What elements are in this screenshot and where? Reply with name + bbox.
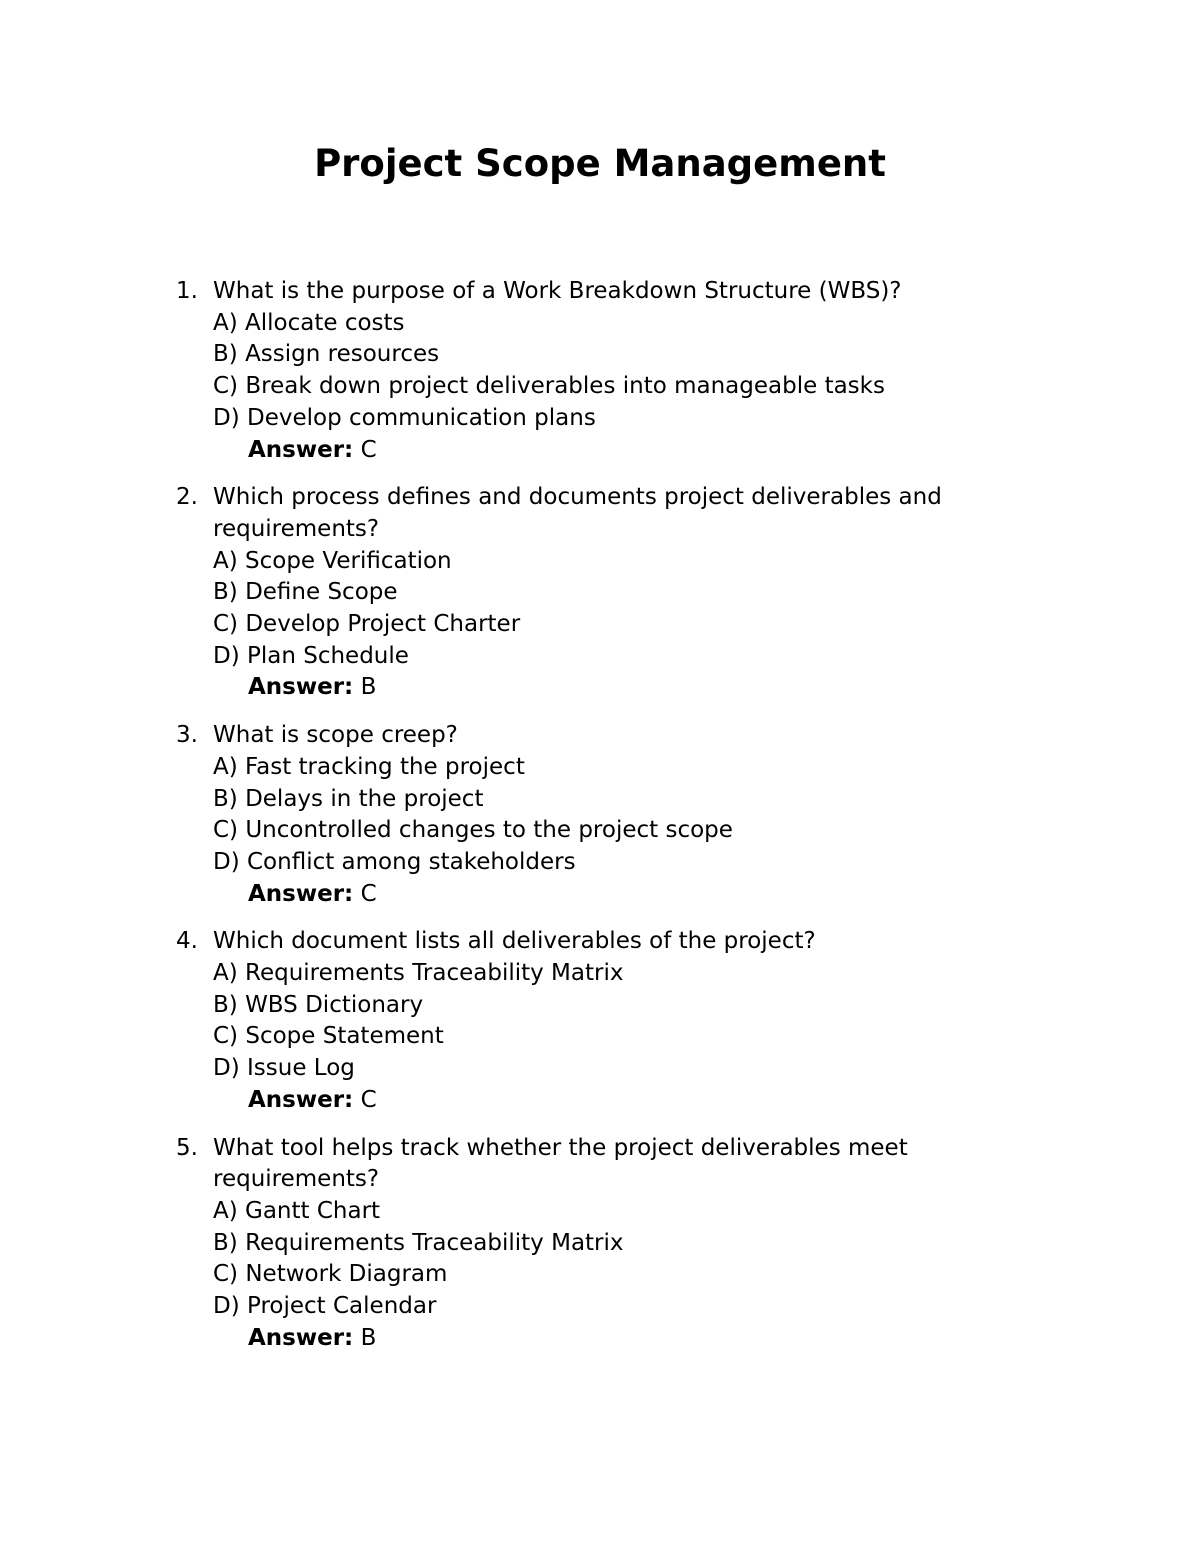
question-item bbox=[176, 482, 976, 704]
option-b: B) WBS Dictionary bbox=[213, 991, 424, 1018]
option-b: B) Define Scope bbox=[213, 579, 398, 606]
question-number: 4. bbox=[176, 928, 198, 955]
question-text: Which process defines and documents project deliverables and requirements? bbox=[213, 484, 942, 542]
question-list bbox=[176, 276, 976, 1371]
answer-label: Answer: bbox=[248, 880, 354, 907]
question-number: 1. bbox=[176, 278, 198, 304]
answer-label: Answer: bbox=[248, 436, 354, 463]
question-item bbox=[176, 1133, 976, 1355]
page-title: Project Scope Management bbox=[314, 142, 886, 185]
answer-line bbox=[213, 435, 976, 467]
answer-label: Answer: bbox=[248, 1086, 354, 1113]
option-d: D) Project Calendar bbox=[213, 1293, 437, 1320]
option-c: C) Network Diagram bbox=[213, 1261, 448, 1288]
answer-value: B bbox=[360, 674, 377, 701]
answer-value: C bbox=[360, 436, 377, 463]
option-b: B) Delays in the project bbox=[213, 785, 484, 812]
answer-value: C bbox=[360, 1086, 377, 1113]
question-text: What tool helps track whether the project deliverables meet requirements? bbox=[213, 1134, 908, 1193]
option-a: A) Fast tracking the project bbox=[213, 753, 525, 780]
option-d: D) Issue Log bbox=[213, 1055, 355, 1082]
option-a: A) Allocate costs bbox=[213, 309, 405, 336]
answer-value: C bbox=[360, 880, 377, 907]
question-number: 5. bbox=[176, 1134, 198, 1161]
option-c: C) Develop Project Charter bbox=[213, 611, 521, 638]
question-item bbox=[176, 276, 976, 466]
question-number: 2. bbox=[176, 484, 198, 511]
answer-line bbox=[213, 672, 976, 704]
question-text: Which document lists all deliverables of the project? bbox=[213, 928, 816, 955]
option-b: B) Requirements Traceability Matrix bbox=[213, 1229, 624, 1256]
option-b: B) Assign resources bbox=[213, 341, 440, 368]
question-text: What is scope creep? bbox=[213, 722, 458, 749]
option-d: D) Conflict among stakeholders bbox=[213, 848, 576, 875]
answer-value: B bbox=[360, 1324, 377, 1351]
answer-line bbox=[213, 1323, 976, 1355]
answer-line bbox=[213, 879, 976, 911]
question-text: What is the purpose of a Work Breakdown Structure (WBS)? bbox=[213, 278, 902, 304]
option-d: D) Develop communication plans bbox=[213, 404, 596, 431]
option-d: D) Plan Schedule bbox=[213, 642, 409, 669]
answer-label: Answer: bbox=[248, 1324, 354, 1351]
option-a: A) Requirements Traceability Matrix bbox=[213, 960, 624, 987]
option-c: C) Break down project deliverables into manageable tasks bbox=[213, 373, 885, 400]
answer-line bbox=[213, 1085, 976, 1117]
answer-label: Answer: bbox=[248, 674, 354, 701]
option-c: C) Uncontrolled changes to the project scope bbox=[213, 817, 733, 844]
option-a: A) Gantt Chart bbox=[213, 1197, 381, 1224]
option-a: A) Scope Verification bbox=[213, 547, 452, 574]
question-number: 3. bbox=[176, 722, 198, 749]
question-item bbox=[176, 926, 976, 1116]
question-item bbox=[176, 720, 976, 910]
option-c: C) Scope Statement bbox=[213, 1023, 444, 1050]
